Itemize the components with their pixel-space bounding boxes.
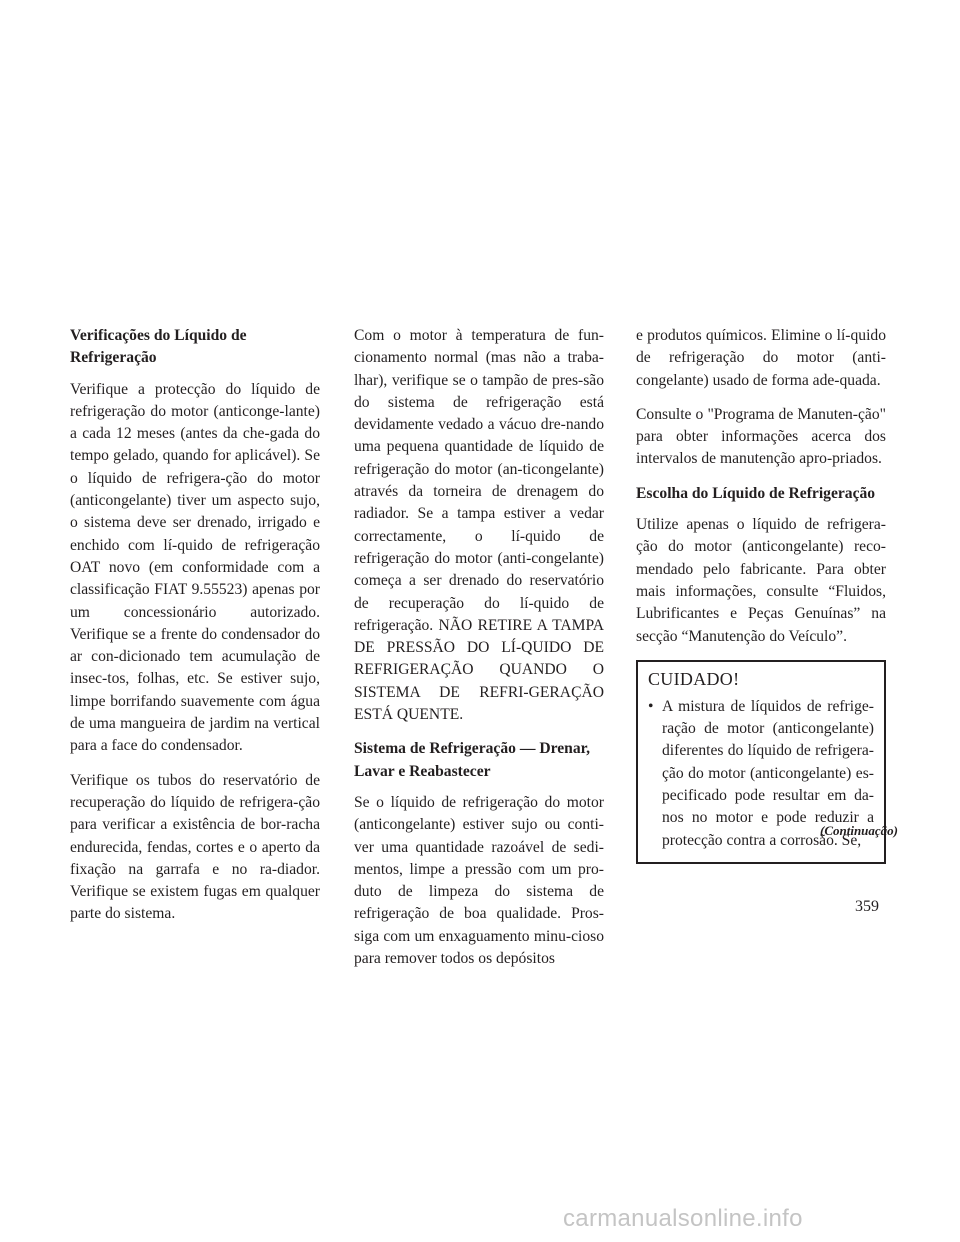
caution-item-text: A mistura de líquidos de refrige-ração de motor (anticongelante) diferentes do líquido de refrigera-ção do motor (anticongelante) es-pecificado pode resultar em da-nos no motor e pode reduzir a protecção contra a corrosão. Se, [662,697,874,849]
caution-title: CUIDADO! [648,668,740,689]
column-3 [636,325,886,864]
drain-flush-paragraph: Se o líquido de refrigeração do motor (anticongelante) estiver sujo ou conti-ver uma quantidade razoável de sedi-mentos, limpe a pressão com um pro-duto de limpeza do sistema de refrigeração de boa qualidade. Pros-siga com um enxaguamento minu-cioso para remover todos os depósitos [354,793,604,968]
drain-flush-heading: Sistema de Refrigeração — Drenar, Lavar e Reabastecer [354,740,591,780]
page-number: 359 [855,898,879,915]
column-2 [354,325,604,982]
coolant-selection-heading: Escolha do Líquido de Refrigeração [636,484,876,502]
coolant-check-paragraph-2: Verifique os tubos do reservatório de recuperação do líquido de refrigera-ção para verificar a existência de bor-racha endurecida, fendas, cortes e o aperto da fixação na garrafa e no ra-diador. Verifique se existem fugas em qualquer parte do sistema. [70,771,320,923]
column-1 [70,325,320,938]
bullet-icon: • [648,697,654,715]
continuation-note: (Continuação) [820,823,899,838]
coolant-selection-paragraph: Utilize apenas o líquido de refrigera-ção do motor (anticongelante) reco-mendado pelo fabricante. Para obter mais informações, consulte “Fluidos, Lubrificantes e Peças Genuínas” na secção “Manutenção do Veículo”. [636,516,886,645]
coolant-check-heading: Verificações do Líquido de Refrigeração [70,327,247,367]
coolant-check-paragraph-1: Verifique a protecção do líquido de refrigeração do motor (anticonge-lante) a cada 12 meses (antes da che-gada do tempo gelado, quando for aplicável). Se o líquido de refrigera-ção do motor (anticongelante) tiver um aspecto sujo, o sistema deve ser drenado, irrigado e enchido com lí-quido de refrigeração OAT novo (em conformidade com a classificação FIAT 9.55523) apenas por um concessionário autorizado. Verifique se a frente do condensador do ar con-dicionado tem acumulação de insec-tos, folhas, etc. Se estiver sujo, limpe borrifando suavemente com água de uma mangueira de jardim na vertical para a face do condensador. [70,380,320,755]
pressure-cap-paragraph: Com o motor à temperatura de fun-cionamento normal (mas não a traba-lhar), verifique se o tampão de pres-são do sistema de refrigeração está devidamente vedado a vácuo dre-nando uma pequena quantidade de líquido de refrigeração do motor (an-ticongelante) através da torneira de drenagem do radiador. Se a tampa estiver a vedar correctamente, o lí-quido de refrigeração do motor (anti-congelante) começa a ser drenado do reservatório de recuperação do lí-quido de refrigeração. NÃO RETIRE A TAMPA DE PRESSÃO DO LÍ-QUIDO DE REFRIGERAÇÃO QUANDO O SISTEMA DE REFRI-GERAÇÃO ESTÁ QUENTE. [354,327,604,724]
disposal-paragraph: e produtos químicos. Elimine o lí-quido de refrigeração do motor (anti-congelante) usado de forma ade-quada. [636,327,886,389]
watermark-text: carmanualsonline.info [563,1205,803,1232]
maintenance-schedule-paragraph: Consulte o "Programa de Manuten-ção" para obter informações acerca dos intervalos de manutenção apro-priados. [636,405,886,468]
